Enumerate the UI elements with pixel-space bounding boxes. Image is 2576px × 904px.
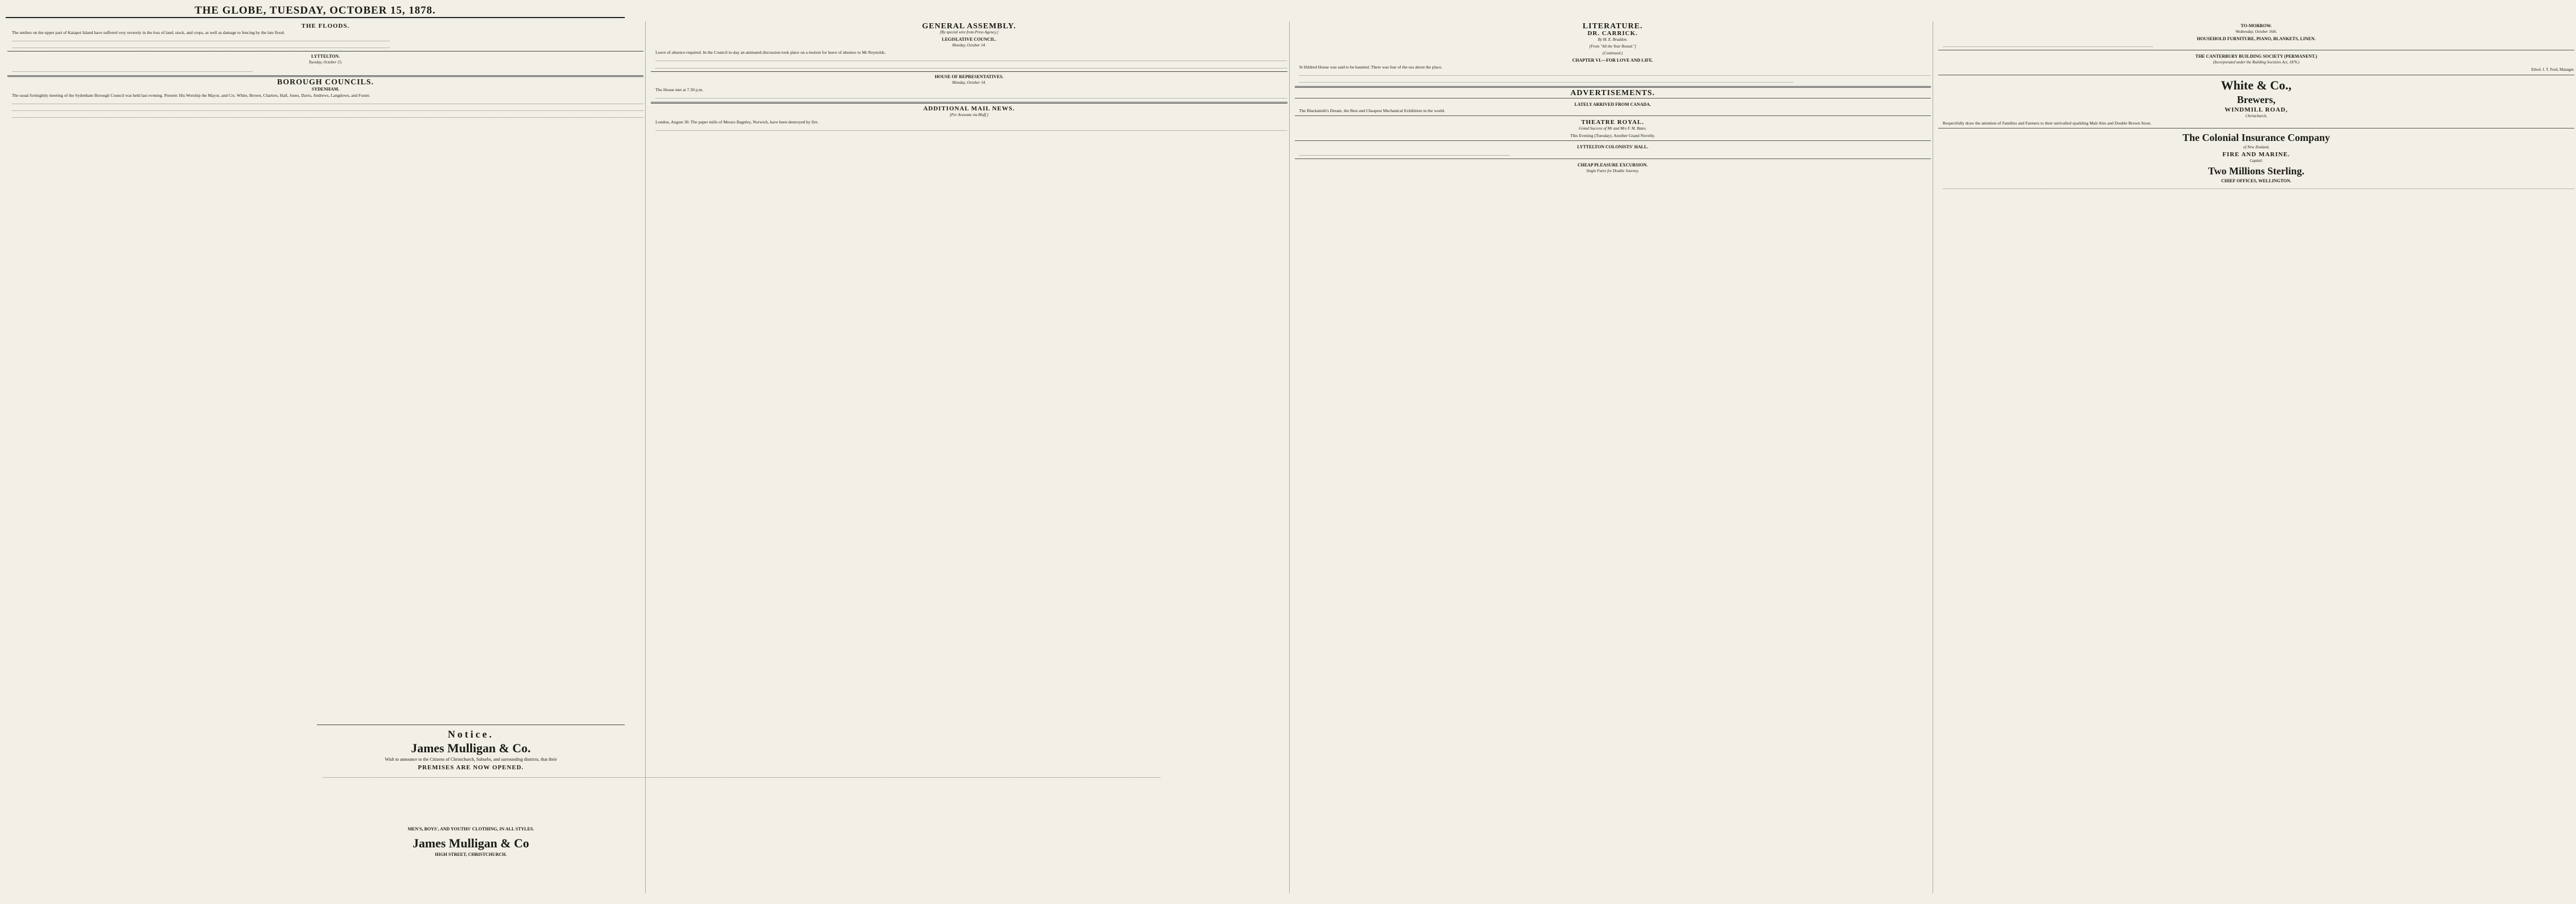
brewer-body: Respectfully draw the attention of Families and Farmers to their unrivalled sparkling Malt Ales and Double Brown Stout. <box>1942 120 2152 126</box>
mulligan-name: James Mulligan & Co. <box>411 741 531 755</box>
insurance-kind: FIRE AND MARINE. <box>2222 151 2290 158</box>
theatre-sub: Grand Success of Mr and Mrs F. M. Bates. <box>1578 126 1647 131</box>
ad-excursion <box>1295 158 1931 174</box>
house-date: Monday, October 14. <box>952 80 986 85</box>
filler-text: ______________________________________________________________________________________________________________________________________________________________________________________________________________________________________________________________________________________________________ <box>1299 71 1931 76</box>
ad-canada-body: The Blacksmith's Dream, the Best and Cheapest Mechanical Exhibition in the world. <box>1299 108 1445 114</box>
filler-text: ______________________________________________________________________________________________________________________________________________________________________________________________________________________________________________________________________________________________________ <box>655 126 1287 132</box>
auction-title: HOUSEHOLD FURNITURE, PIANO, BLANKETS, LINEN. <box>2197 36 2316 42</box>
offices: CHIEF OFFICES, WELLINGTON. <box>2221 178 2291 184</box>
ad-canada <box>1295 98 1931 113</box>
filler-text: ______________________________________________________________________________________________________________________________________________________________________________________________________________________________________ <box>1299 78 1793 83</box>
house-lead: The House met at 7.30 p.m. <box>655 87 703 92</box>
borough-heading: BOROUGH COUNCILS. <box>277 78 374 87</box>
ad-colonists <box>1295 140 1931 156</box>
insurance-title: The Colonial Insurance Company <box>2182 131 2330 143</box>
footer-address: HIGH STREET, CHRISTCHURCH. <box>435 852 507 857</box>
divider <box>1295 86 1931 88</box>
fares-text: Single Fares for Double Journey. <box>1586 168 1639 173</box>
filler-text: ________________________________________________________________________________________________________________________________________________________________________________ <box>12 37 390 42</box>
masthead-title: THE GLOBE, TUESDAY, OCTOBER 15, 1878. <box>194 5 436 16</box>
newspaper-page <box>6 5 2575 895</box>
ads-heading: ADVERTISEMENTS. <box>1570 88 1655 97</box>
insurance-sub: of New Zealand, <box>2243 144 2270 149</box>
auction-heading: TO-MORROW. <box>2240 23 2272 28</box>
ad-society <box>1938 50 2574 72</box>
filler-text: ______________________________________________________________________________________________________________________________________________________________________________________________________________________________________________________________________________________________________ <box>655 93 1287 99</box>
society-sig: Edwd. J. T. Ford, Manager. <box>2531 67 2575 72</box>
assembly-sub: [By special wire from Press Agency.] <box>939 30 999 35</box>
footer-name: James Mulligan & Co <box>413 836 529 850</box>
mail-lead: London, August 30. The paper mills of Messrs Bagnley, Norwich, have been destroyed by fire. <box>655 119 819 125</box>
assembly-heading: GENERAL ASSEMBLY. <box>922 22 1016 31</box>
column-3 <box>1293 22 1933 893</box>
floods-heading: THE FLOODS. <box>301 23 350 29</box>
column-4 <box>1937 22 2576 893</box>
theatre-title: THEATRE ROYAL. <box>1581 119 1645 126</box>
ad-theatre <box>1295 115 1931 138</box>
literature-heading: LITERATURE. <box>1582 22 1643 31</box>
house-heading: HOUSE OF REPRESENTATIVES. <box>934 74 1004 79</box>
filler-text: ________________________________________________________________________________________________________________ <box>12 67 253 72</box>
mail-sub: [Per Arawata via Bluff.] <box>950 113 989 118</box>
filler-text: __________________________________________________________________________________________________ <box>1942 42 2153 48</box>
story-author: By M. E. Braddon. <box>1598 37 1628 42</box>
excursion-title: CHEAP PLEASURE EXCURSION. <box>1577 162 1648 168</box>
story-title: DR. CARRICK. <box>1587 30 1638 37</box>
filler-text: ______________________________________________________________________________________________________________________________________________________________________________________________________________________________________________________________________________________________________________________________________________________________________________________________________ <box>323 773 1161 778</box>
brewer-name: White & Co., <box>2221 78 2292 92</box>
filler-text: ________________________________________________________________________________________________________________________________________________________________________________ <box>12 44 390 49</box>
ad-brewer <box>1938 75 2574 126</box>
mulligan-body: Wish to announce to the Citizens of Christchurch, Suburbs, and surrounding districts, that their <box>384 757 557 762</box>
filler-text: ______________________________________________________________________________________________________________________________________________________________________________________________________________________________________________________________________________________________________ <box>1942 185 2575 190</box>
divider <box>651 71 1287 72</box>
brewer-sub: Brewers, <box>2236 93 2276 105</box>
colonists-title: LYTTELTON COLONISTS' HALL. <box>1577 144 1648 150</box>
filler-text: ______________________________________________________________________________________________________________________________________________________________________________________________________________________________________________________________________________________________________ <box>12 113 644 119</box>
capital-value: Two Millions Sterling. <box>2208 165 2305 177</box>
lyttelton-heading: LYTTELTON. <box>311 54 340 59</box>
ad-insurance <box>1938 128 2574 190</box>
divider <box>7 75 643 77</box>
legislative-lead: Leave of absence required. In the Council to-day an animated discussion took place on a motion for leave of absence to Mr Reynolds. <box>655 50 886 55</box>
filler-text: __________________________________________________________________________________________________ <box>1299 151 1510 156</box>
filler-text: ______________________________________________________________________________________________________________________________________________________________________________________________________________________________________________________________________________________________________ <box>655 63 1287 69</box>
premises-text: PREMISES ARE NOW OPENED. <box>418 764 524 771</box>
story-cont: (Continued.) <box>1602 51 1623 56</box>
society-date: (Incorporated under the Building Societies Act, 1876.) <box>2213 60 2300 65</box>
filler-text: ______________________________________________________________________________________________________________________________________________________________________________________________________________________________________________________________________________________________________ <box>12 106 644 112</box>
brewer-town: Christchurch, <box>2245 113 2268 118</box>
legislative-heading: LEGISLATIVE COUNCIL. <box>942 37 997 42</box>
sydenham-lead: The usual fortnightly meeting of the Sydenham Borough Council was held last evening. Present: His Worship the Mayor, and Crs. White, Brown, Chartres, Hall, Jones, Davis, Andrews, Langdown, and Foster. <box>12 92 370 98</box>
chapter-heading: CHAPTER VI.—FOR LOVE AND LIFE. <box>1572 58 1654 63</box>
column-2 <box>649 22 1289 893</box>
notice-heading: Notice. <box>448 729 494 740</box>
sydenham-heading: SYDENHAM. <box>311 86 340 92</box>
brewer-road: WINDMILL ROAD, <box>2225 106 2288 113</box>
lyttelton-date: Tuesday, October 15. <box>308 60 342 65</box>
clothing-text: MEN'S, BOYS', AND YOUTHS' CLOTHING, IN ALL STYLES. <box>407 826 534 832</box>
filler-text: ______________________________________________________________________________________________________________________________________________________________________________________________________________________________________________________________________________________________________ <box>12 99 644 105</box>
story-from: [From "All the Year Round."] <box>1589 44 1637 49</box>
capital-label: Capital: <box>2249 158 2263 164</box>
divider <box>7 51 643 52</box>
society-title: THE CANTERBURY BUILDING SOCIETY (PERMANENT.) <box>2195 54 2317 59</box>
masthead <box>6 5 625 18</box>
floods-lead: The settlers on the upper part of Kaiapoi Island have suffered very severely in the loss of land, stock, and crops, as well as damage to fencing by the late flood. <box>12 30 285 36</box>
story-lead: St Hildred House was said to be haunted. There was fear of the sea about the place. <box>1299 64 1442 70</box>
mulligan-notice <box>317 725 1161 895</box>
filler-text: ______________________________________________________________________________________________________________________________________________________________________________________________________________________________________________________________________________________________________ <box>655 57 1287 62</box>
legislative-date: Monday, October 14. <box>952 43 986 48</box>
theatre-body: This Evening (Tuesday). Another Grand Novelty. <box>1570 133 1655 139</box>
ad-canada-title: LATELY ARRIVED FROM CANADA. <box>1574 101 1651 107</box>
divider <box>651 102 1287 104</box>
mail-heading: ADDITIONAL MAIL NEWS. <box>923 105 1015 113</box>
auction-date: Wednesday, October 16th. <box>2235 29 2277 35</box>
